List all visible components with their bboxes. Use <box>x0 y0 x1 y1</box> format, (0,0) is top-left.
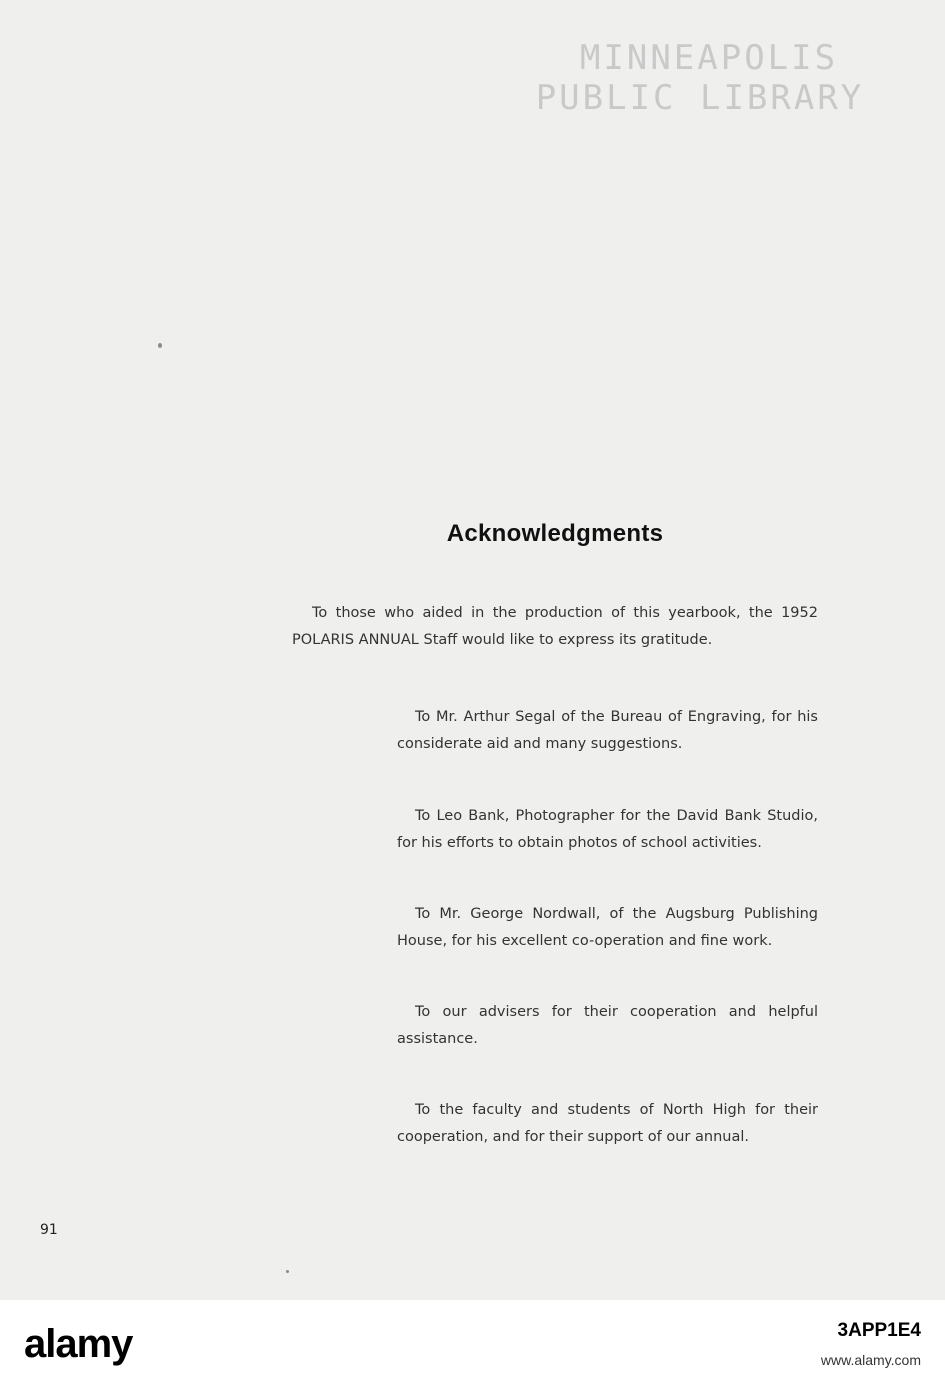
paper-speck <box>158 343 162 348</box>
acknowledgment-paragraph: To the faculty and students of North High for their cooperation, and for their support of our annual. <box>397 1102 818 1145</box>
intro-paragraph: To those who aided in the production of this yearbook, the 1952 POLARIS ANNUAL Staff would like to express its gratitude. <box>292 605 818 648</box>
acknowledgment-paragraph: To Mr. Arthur Segal of the Bureau of Engraving, for his considerate aid and many suggestions. <box>397 709 818 752</box>
page-title: Acknowledgments <box>446 520 664 547</box>
acknowledgment-paragraph: To our advisers for their cooperation and helpful assistance. <box>397 1004 818 1047</box>
stamp-line-2: PUBLIC LIBRARY <box>535 78 865 118</box>
stock-footer-bar <box>0 1300 945 1390</box>
library-perforation-stamp <box>530 38 870 118</box>
image-id: 3APP1E4 <box>837 1320 921 1341</box>
stamp-line-1: MINNEAPOLIS <box>579 38 839 78</box>
paper-speck <box>286 1270 289 1273</box>
acknowledgment-paragraph: To Mr. George Nordwall, of the Augsburg Publishing House, for his excellent co-operation and fine work. <box>397 906 818 949</box>
page-number: 91 <box>40 1222 58 1238</box>
alamy-logo: alamy <box>24 1322 133 1366</box>
footer-url: www.alamy.com <box>820 1352 921 1368</box>
acknowledgment-paragraph: To Leo Bank, Photographer for the David Bank Studio, for his efforts to obtain photos of school activities. <box>397 808 818 851</box>
